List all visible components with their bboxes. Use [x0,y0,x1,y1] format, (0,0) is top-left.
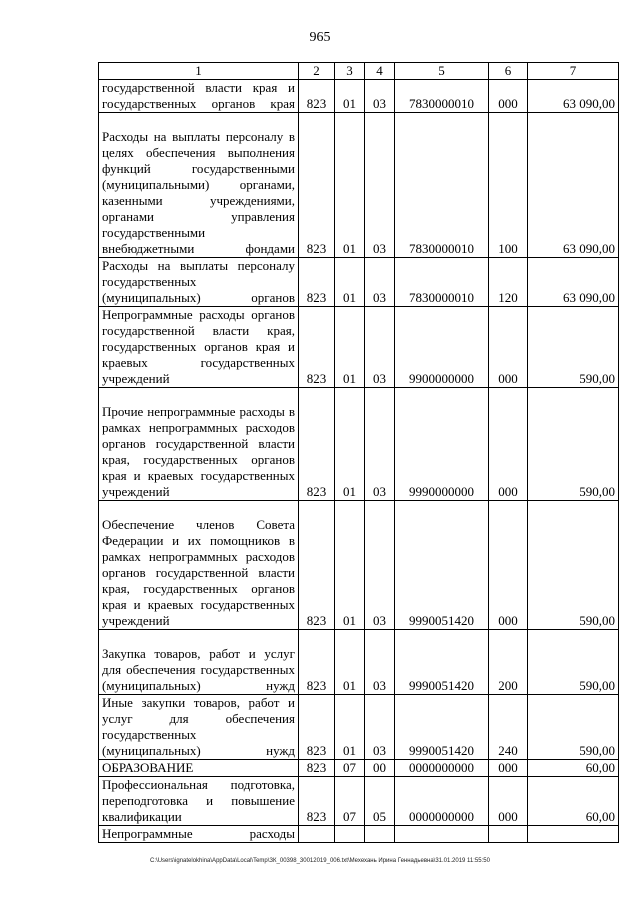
row-name: Непрограммные расходы органов государственной власти края, государственных органов края и краевых государственных учреждений [99,307,299,388]
table-row [99,760,619,777]
cell-col5: 7830000010 [395,113,489,258]
column-header: 4 [365,63,395,80]
table-row [99,826,619,843]
cell-col2: 823 [299,113,335,258]
cell-col5: 0000000000 [395,777,489,826]
cell-col3: 01 [335,307,365,388]
cell-col2 [299,826,335,843]
table-row [99,777,619,826]
cell-col6: 000 [489,501,528,630]
table-row [99,113,619,258]
cell-col4: 03 [365,388,395,501]
page-number: 965 [309,30,331,45]
cell-col7: 590,00 [528,695,619,760]
row-name: Расходы на выплаты персоналу в целях обеспечения выполнения функций государственными (муниципальными) органами, казенными учреждениями, органами управления государственными внебюджетными фондами [99,113,299,258]
cell-col6: 000 [489,80,528,113]
cell-col6 [489,826,528,843]
cell-col3: 07 [335,760,365,777]
cell-col5: 7830000010 [395,258,489,307]
row-name: государственной власти края и государственных органов края [99,80,299,113]
cell-col4: 03 [365,695,395,760]
cell-col3: 07 [335,777,365,826]
cell-col4: 05 [365,777,395,826]
cell-col2: 823 [299,388,335,501]
table-row [99,630,619,695]
file-path-footer: C:\Users\ignatelokhina\AppData\Local\Temp\ЗК_00398_30012019_006.txt\Мехехань Ирина Геннадьевна\31.01.2019 11:55:50 [150,858,490,864]
cell-col7: 60,00 [528,777,619,826]
cell-col6: 000 [489,388,528,501]
cell-col6: 200 [489,630,528,695]
table-row [99,80,619,113]
column-header: 1 [99,63,299,80]
cell-col6: 240 [489,695,528,760]
budget-table [98,62,619,843]
cell-col5: 0000000000 [395,760,489,777]
cell-col2: 823 [299,258,335,307]
cell-col7: 590,00 [528,388,619,501]
cell-col3: 01 [335,695,365,760]
row-name: Прочие непрограммные расходы в рамках непрограммных расходов органов государственной власти края, государственных органов края и краевых государственных учреждений [99,388,299,501]
row-name: Профессиональная подготовка, переподготовка и повышение квалификации [99,777,299,826]
cell-col7: 590,00 [528,501,619,630]
cell-col2: 823 [299,777,335,826]
row-name: Обеспечение членов Совета Федерации и их помощников в рамках непрограммных расходов органов государственной власти края, государственных органов края и краевых государственных учреждений [99,501,299,630]
cell-col2: 823 [299,80,335,113]
column-header: 6 [489,63,528,80]
row-name: Закупка товаров, работ и услуг для обеспечения государственных (муниципальных) нужд [99,630,299,695]
cell-col7 [528,826,619,843]
cell-col3: 01 [335,388,365,501]
row-name: ОБРАЗОВАНИЕ [99,760,299,777]
cell-col4: 03 [365,80,395,113]
row-name: Иные закупки товаров, работ и услуг для обеспечения государственных (муниципальных) нужд [99,695,299,760]
cell-col5: 9990051420 [395,501,489,630]
column-header: 3 [335,63,365,80]
cell-col4: 03 [365,307,395,388]
cell-col7: 63 090,00 [528,258,619,307]
cell-col4: 03 [365,258,395,307]
cell-col7: 63 090,00 [528,80,619,113]
cell-col7: 63 090,00 [528,113,619,258]
cell-col2: 823 [299,307,335,388]
table-row [99,388,619,501]
table-row [99,501,619,630]
column-header: 7 [528,63,619,80]
cell-col3: 01 [335,501,365,630]
cell-col4: 03 [365,113,395,258]
cell-col3: 01 [335,80,365,113]
cell-col6: 000 [489,307,528,388]
cell-col5: 9900000000 [395,307,489,388]
cell-col6: 000 [489,777,528,826]
column-header: 5 [395,63,489,80]
cell-col5: 9990000000 [395,388,489,501]
cell-col5: 7830000010 [395,80,489,113]
cell-col6: 120 [489,258,528,307]
cell-col6: 100 [489,113,528,258]
cell-col2: 823 [299,695,335,760]
cell-col5 [395,826,489,843]
cell-col3 [335,826,365,843]
table-row [99,307,619,388]
cell-col3: 01 [335,630,365,695]
cell-col5: 9990051420 [395,630,489,695]
row-name: Непрограммные расходы [99,826,299,843]
table-row [99,258,619,307]
cell-col4 [365,826,395,843]
cell-col3: 01 [335,258,365,307]
cell-col3: 01 [335,113,365,258]
cell-col5: 9990051420 [395,695,489,760]
cell-col2: 823 [299,630,335,695]
cell-col4: 03 [365,501,395,630]
column-header-row [99,63,619,80]
cell-col6: 000 [489,760,528,777]
table-row [99,695,619,760]
cell-col7: 60,00 [528,760,619,777]
cell-col2: 823 [299,501,335,630]
column-header: 2 [299,63,335,80]
cell-col7: 590,00 [528,630,619,695]
cell-col4: 00 [365,760,395,777]
cell-col7: 590,00 [528,307,619,388]
cell-col4: 03 [365,630,395,695]
cell-col2: 823 [299,760,335,777]
row-name: Расходы на выплаты персоналу государственных (муниципальных) органов [99,258,299,307]
